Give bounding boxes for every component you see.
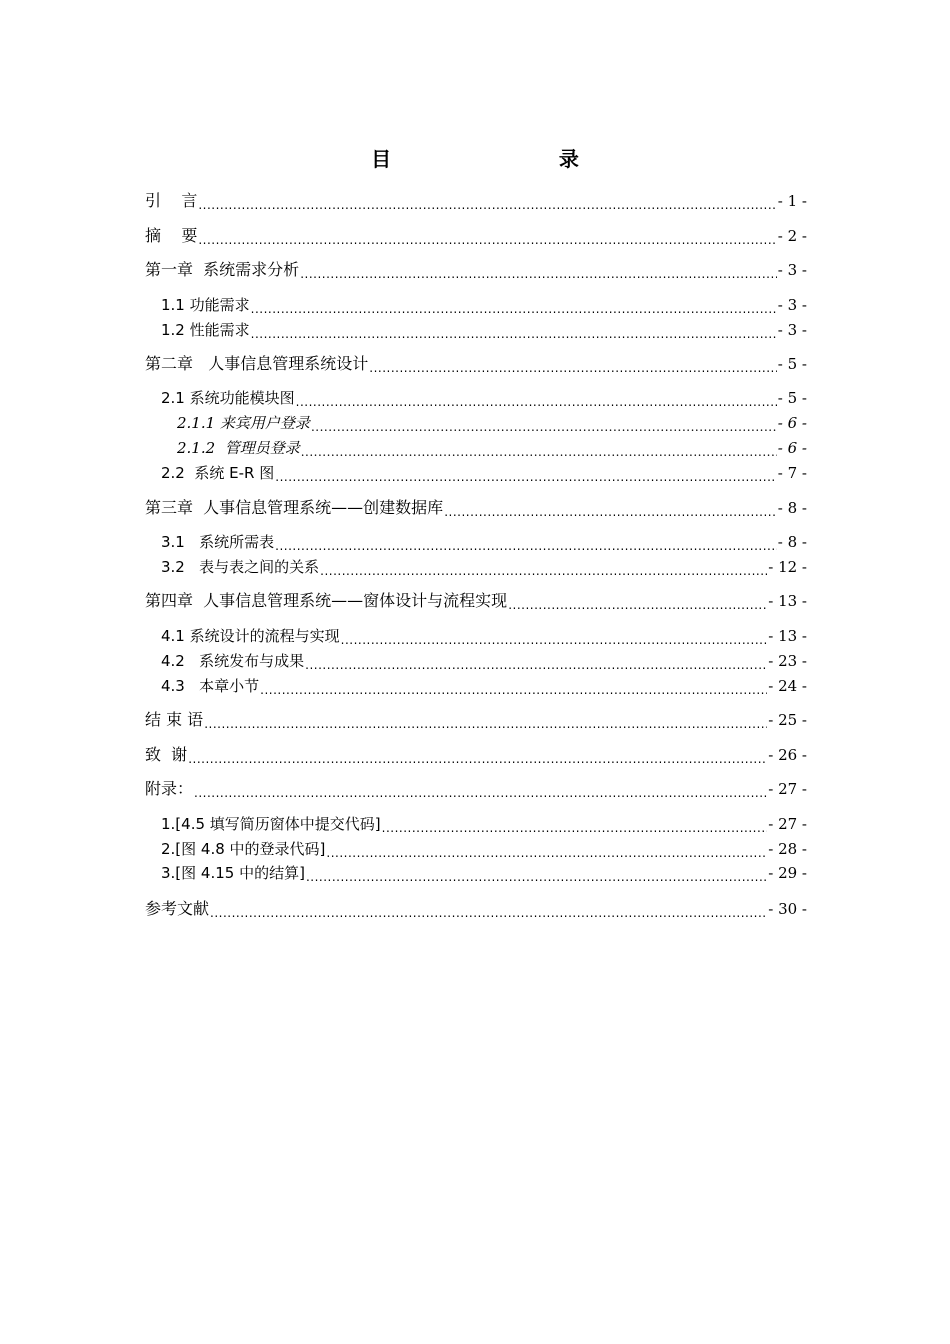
- toc-entry-page: - 2 -: [777, 227, 807, 245]
- dot-leader: [251, 319, 777, 341]
- toc-entry-appendix[interactable]: [145, 778, 807, 800]
- toc-entry-page: - 3 -: [777, 296, 807, 314]
- dot-leader: [382, 813, 768, 835]
- toc-entry-page: - 6 -: [777, 414, 807, 432]
- toc-entry-page: - 29 -: [768, 864, 807, 882]
- toc-entry-page: - 28 -: [768, 840, 807, 858]
- toc-entry-page: - 6 -: [777, 439, 807, 457]
- dot-leader: [296, 387, 777, 409]
- toc-entry-label: 第二章 人事信息管理系统设计: [145, 354, 369, 373]
- toc-entry-label: 3.2 表与表之间的关系: [161, 558, 320, 576]
- toc-entry-page: - 3 -: [777, 261, 807, 279]
- toc-entry-label: 第三章 人事信息管理系统——创建数据库: [145, 498, 444, 517]
- dot-leader: [251, 294, 777, 316]
- toc-entry-label: 2.2 系统 E-R 图: [161, 464, 275, 482]
- toc-entry-label: 致 谢: [145, 745, 188, 764]
- toc-entry-2-2[interactable]: [161, 462, 807, 484]
- toc-entry-label: 3.1 系统所需表: [161, 533, 275, 551]
- dot-leader: [194, 778, 767, 800]
- dot-leader: [301, 437, 777, 459]
- dot-leader: [188, 744, 767, 766]
- toc-entry-references[interactable]: [145, 898, 807, 920]
- toc-entry-label: 2.1.1 来宾用户登录: [177, 414, 310, 432]
- toc-entry-page: - 27 -: [768, 815, 807, 833]
- dot-leader: [305, 650, 767, 672]
- toc-entry-label: 4.2 系统发布与成果: [161, 652, 305, 670]
- toc-entry-page: - 23 -: [768, 652, 807, 670]
- toc-entry-page: - 3 -: [777, 321, 807, 339]
- dot-leader: [508, 590, 767, 612]
- toc-entry-label: 2.1 系统功能模块图: [161, 389, 295, 407]
- dot-leader: [275, 462, 777, 484]
- dot-leader: [275, 531, 777, 553]
- toc-entry-chapter-2[interactable]: [145, 353, 807, 375]
- toc-entry-appendix-2[interactable]: [161, 838, 807, 860]
- toc-entry-label: 2.1.2 管理员登录: [177, 439, 300, 457]
- toc-entry-2-1[interactable]: [161, 387, 807, 409]
- toc-entry-4-1[interactable]: [161, 625, 807, 647]
- toc-entry-label: 3.[图 4.15 中的结算]: [161, 864, 305, 882]
- toc-entry-conclusion[interactable]: [145, 709, 807, 731]
- toc-entry-page: - 26 -: [768, 746, 807, 764]
- toc-entry-label: 引 言: [145, 191, 198, 210]
- dot-leader: [341, 625, 768, 647]
- toc-entry-page: - 1 -: [777, 192, 807, 210]
- toc-entry-page: - 13 -: [768, 592, 807, 610]
- toc-entry-label: 4.3 本章小节: [161, 677, 260, 695]
- toc-entry-chapter-3[interactable]: [145, 497, 807, 519]
- dot-leader: [198, 225, 776, 247]
- toc-entry-chapter-1[interactable]: [145, 259, 807, 281]
- toc-entry-4-2[interactable]: [161, 650, 807, 672]
- toc-entry-page: - 8 -: [777, 533, 807, 551]
- toc-entry-label: 结 束 语: [145, 710, 204, 729]
- dot-leader: [320, 556, 767, 578]
- toc-entry-page: - 12 -: [768, 558, 807, 576]
- toc-entry-acknowledgements[interactable]: [145, 744, 807, 766]
- toc-entry-abstract[interactable]: [145, 225, 807, 247]
- dot-leader: [260, 675, 767, 697]
- toc-entry-1-2[interactable]: [161, 319, 807, 341]
- dot-leader: [326, 838, 767, 860]
- dot-leader: [204, 709, 767, 731]
- toc-entry-page: - 24 -: [768, 677, 807, 695]
- dot-leader: [210, 898, 767, 920]
- toc-entry-label: 1.1 功能需求: [161, 296, 250, 314]
- toc-entry-4-3[interactable]: [161, 675, 807, 697]
- toc-title: 目 录: [371, 147, 607, 171]
- toc-entry-appendix-1[interactable]: [161, 813, 807, 835]
- toc-entry-2-1-1[interactable]: [177, 412, 807, 434]
- toc-entry-page: - 7 -: [777, 464, 807, 482]
- toc-entry-label: 4.1 系统设计的流程与实现: [161, 627, 340, 645]
- toc-entry-chapter-4[interactable]: [145, 590, 807, 612]
- dot-leader: [306, 862, 767, 884]
- toc-entry-introduction[interactable]: [145, 190, 807, 212]
- toc-entry-page: - 13 -: [768, 627, 807, 645]
- toc-entry-page: - 8 -: [777, 499, 807, 517]
- toc-entry-label: 参考文献: [145, 899, 210, 918]
- toc-entry-label: 1.2 性能需求: [161, 321, 250, 339]
- toc-entry-3-1[interactable]: [161, 531, 807, 553]
- toc-entry-page: - 5 -: [777, 389, 807, 407]
- toc-entry-appendix-3[interactable]: [161, 862, 807, 884]
- dot-leader: [444, 497, 777, 519]
- toc-entry-1-1[interactable]: [161, 294, 807, 316]
- toc-entry-label: 2.[图 4.8 中的登录代码]: [161, 840, 326, 858]
- toc-entry-page: - 5 -: [777, 355, 807, 373]
- toc-entry-label: 第一章 系统需求分析: [145, 260, 300, 279]
- toc-entry-2-1-2[interactable]: [177, 437, 807, 459]
- toc-entry-label: 1.[4.5 填写简历窗体中提交代码]: [161, 815, 381, 833]
- dot-leader: [198, 190, 776, 212]
- toc-entry-label: 摘 要: [145, 226, 198, 245]
- toc-entry-label: 附录：: [145, 779, 194, 798]
- toc-entry-3-2[interactable]: [161, 556, 807, 578]
- toc-entry-page: - 27 -: [768, 780, 807, 798]
- toc-entry-page: - 30 -: [768, 900, 807, 918]
- toc-entry-label: 第四章 人事信息管理系统——窗体设计与流程实现: [145, 591, 508, 610]
- dot-leader: [369, 353, 777, 375]
- dot-leader: [311, 412, 777, 434]
- toc-entry-page: - 25 -: [768, 711, 807, 729]
- dot-leader: [300, 259, 777, 281]
